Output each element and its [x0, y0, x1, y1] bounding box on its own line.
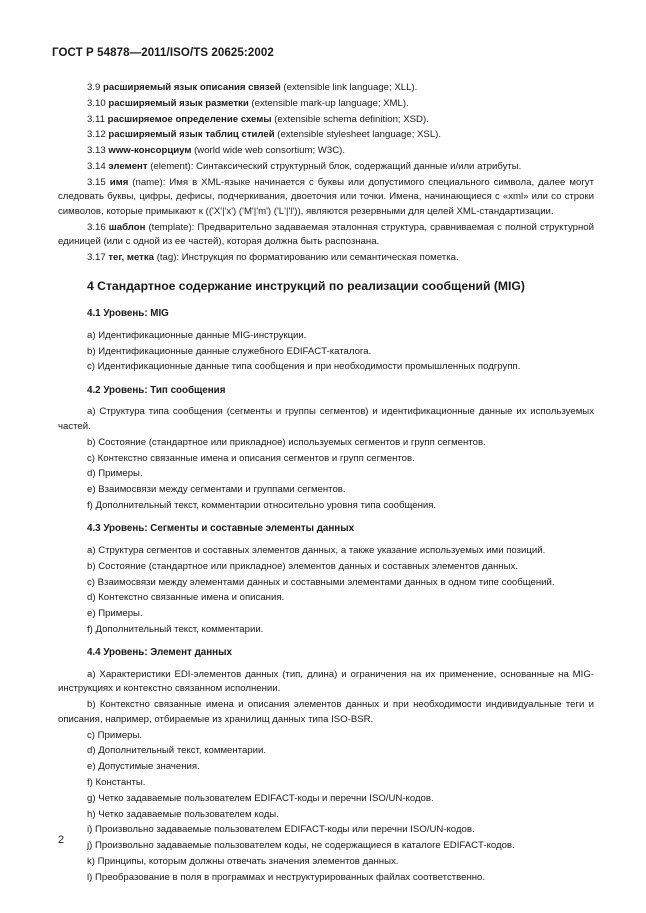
term-name: тег, метка: [108, 251, 155, 263]
list-item: f) Дополнительный текст, комментарии.: [87, 623, 264, 635]
term-text: (extensible stylesheet language; XSL).: [274, 129, 442, 141]
term-text: (extensible link language; XLL).: [280, 82, 418, 93]
list-item: b) Контекстно связанные имена и описания элементов данных и при необходимости индивидуальные теги и описания, например, отбираемые из хранилищ данных типа ISO-BSR.: [58, 699, 594, 725]
list-item: b) Состояние (стандартное или прикладное) элементов данных и составных элементов данных.: [87, 560, 518, 572]
list-item: a) Структура типа сообщения (сегменты и группы сегментов) и идентификационные данные их используемых частей.: [58, 406, 594, 432]
list-item: h) Четко задаваемые пользователем коды.: [87, 808, 279, 820]
terms-list: [58, 81, 594, 265]
term-number: 3.17: [87, 251, 106, 263]
list-item: e) Примеры.: [87, 608, 143, 620]
term-text: (template): Предварительно задаваемая эталонная структура, сравниваемая с полной структурной единицей (или с одной из ее частей), которая должна быть распознана.: [58, 221, 594, 248]
term-entry: [58, 97, 594, 112]
term-text: (extensible schema definition; XSD).: [271, 113, 429, 125]
term-number: 3.16: [87, 221, 106, 233]
list-item: e) Взаимосвязи между сегментами и группами сегментов.: [87, 484, 346, 496]
subsection-heading: 4.4 Уровень: Элемент данных: [87, 647, 232, 659]
list-item: d) Примеры.: [87, 468, 143, 480]
list-item: a) Идентификационные данные MIG-инструкции.: [87, 329, 307, 341]
term-entry: [58, 144, 594, 159]
list-item: b) Идентификационные данные служебного EDIFACT-каталога.: [87, 345, 372, 357]
term-name: расширяемый язык таблиц стилей: [108, 129, 275, 141]
term-entry: [58, 251, 594, 266]
list-item: i) Произвольно задаваемые пользователем EDIFACT-коды или перечни ISO/UN-кодов.: [87, 824, 475, 836]
list-item: j) Произвольно задаваемые пользователем коды, не содержащиеся в каталоге EDIFACT-кодов.: [87, 840, 515, 852]
term-text: (tag): Инструкция по форматированию или семантическая пометка.: [154, 251, 459, 263]
term-name: расширяемое определение схемы: [107, 113, 272, 125]
term-entry: [58, 176, 594, 220]
list-item: c) Взаимосвязи между элементами данных и составными элементами данных в одном типе сообщений.: [87, 576, 555, 588]
page-content: [58, 81, 594, 887]
list-item: g) Четко задаваемые пользователем EDIFACT-коды и перечни ISO/UN-кодов.: [87, 792, 434, 804]
term-text: (extensible mark-up language; XML).: [248, 97, 409, 109]
list-item: k) Принципы, которым должны отвечать значения элементов данных.: [87, 855, 399, 867]
term-entry: [58, 128, 594, 143]
term-name: элемент: [108, 160, 148, 172]
subsection-heading: 4.2 Уровень: Тип сообщения: [87, 384, 226, 396]
list-item: e) Допустимые значения.: [87, 761, 200, 773]
term-entry: [58, 81, 594, 96]
term-number: 3.9: [87, 82, 101, 93]
list-item: a) Структура сегментов и составных элементов данных, а также указание используемых ими позиций.: [87, 544, 546, 556]
term-text: (name): Имя в XML-языке начинается с буквы или допустимого специального символа, далее могут следовать буквы, цифры, дефисы, подчеркивания, двоеточия или точки. Имена, начинающиеся с «xml» или со строки символов, которые примыкают к (('X'|'x') ('M'|'m') ('L'|'l')), являются резервными для целей XML-стандартизации.: [58, 176, 594, 217]
term-text: (element): Синтаксический структурный блок, содержащий данные и/или атрибуты.: [147, 160, 522, 172]
list-item: a) Характеристики EDI-элементов данных (тип, длина) и ограничения на их применение, основанные на MIG-инструкциях и контекстно связанном исполнении.: [58, 668, 594, 695]
term-text: (world wide web consortium; W3C).: [191, 145, 345, 157]
document-header: ГОСТ Р 54878—2011/ISO/TS 20625:2002: [52, 47, 274, 59]
section-heading: 4 Стандартное содержание инструкций по реализации сообщений (MIG): [87, 279, 525, 294]
term-number: 3.11: [87, 113, 105, 125]
term-name: шаблон: [108, 221, 146, 233]
term-name: www-консорциум: [108, 145, 192, 157]
term-entry: [58, 160, 594, 175]
term-name: имя: [109, 176, 129, 188]
list-item: d) Контекстно связанные имена и описания.: [87, 592, 285, 604]
list-item: c) Примеры.: [87, 729, 143, 741]
term-name: расширяемый язык описания связей: [103, 82, 281, 93]
page-number: 2: [58, 834, 65, 846]
list-item: c) Контекстно связанные имена и описания сегментов и групп сегментов.: [87, 452, 415, 464]
list-item: c) Идентификационные данные типа сообщения и при необходимости промышленных подгрупп.: [87, 361, 521, 373]
term-entry: [58, 113, 594, 128]
term-number: 3.12: [87, 129, 106, 141]
term-number: 3.15: [87, 176, 106, 188]
list-item: b) Состояние (стандартное или прикладное) используемых сегментов и групп сегментов.: [87, 436, 486, 448]
list-item: d) Дополнительный текст, комментарии.: [87, 745, 267, 757]
subsection-heading: 4.3 Уровень: Сегменты и составные элементы данных: [87, 523, 355, 535]
term-number: 3.13: [87, 145, 106, 157]
list-item: f) Дополнительный текст, комментарии относительно уровня типа сообщения.: [87, 499, 437, 511]
list-item: f) Константы.: [87, 776, 146, 788]
term-entry: [58, 221, 594, 250]
subsection-heading: 4.1 Уровень: MIG: [87, 308, 169, 320]
list-item: l) Преобразование в поля в программах и неструктурированных файлах соответственно.: [87, 871, 486, 883]
term-number: 3.14: [87, 160, 106, 172]
term-name: расширяемый язык разметки: [108, 97, 249, 109]
term-number: 3.10: [87, 97, 106, 109]
